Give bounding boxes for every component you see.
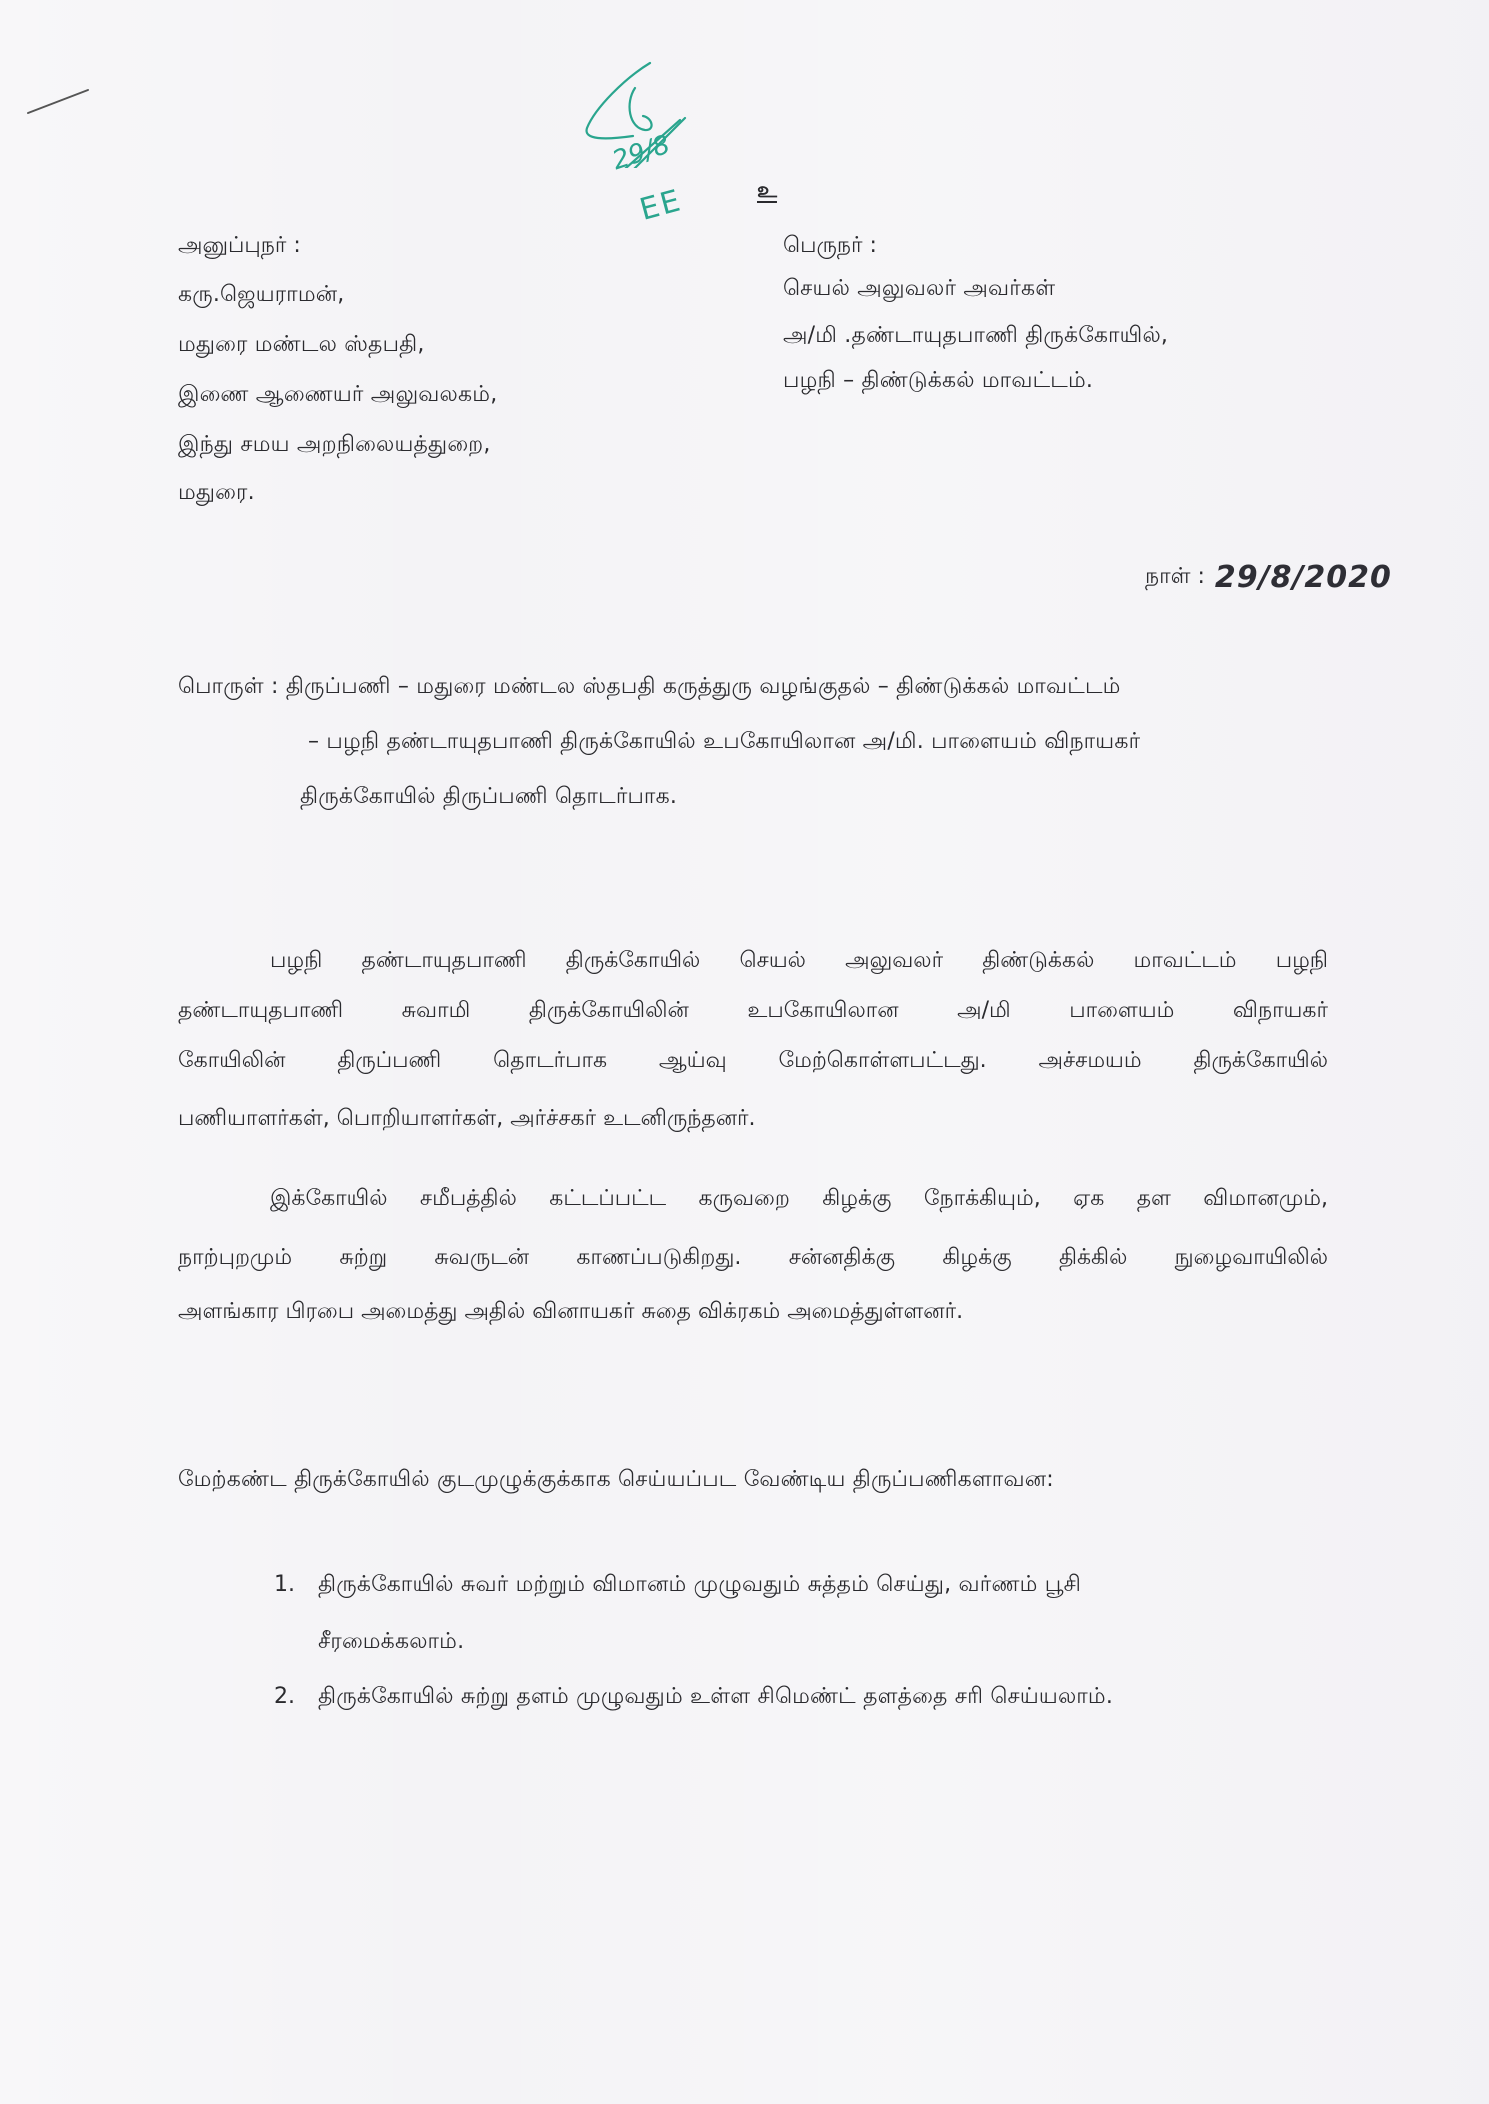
sender-line: மதுரை. xyxy=(178,480,255,505)
date-label: நாள் : xyxy=(1145,563,1205,589)
paragraph-line: அளங்கார பிரபை அமைத்து அதில் வினாயகர் சுதை விக்ரகம் அமைத்துள்ளனர். xyxy=(178,1299,964,1324)
header-mark: உ xyxy=(757,178,777,203)
list-item-number: 2. xyxy=(274,1684,295,1709)
recipient-line: பழநி – திண்டுக்கல் மாவட்டம். xyxy=(783,368,1094,393)
handwritten-date-note: 29/8 xyxy=(608,129,674,177)
paragraph-line: பழநி தண்டாயுதபாணி திருக்கோயில் செயல் அலுவலர் திண்டுக்கல் மாவட்டம் பழநி xyxy=(270,948,1328,973)
sender-label: அனுப்புநர் : xyxy=(178,233,301,258)
date-row xyxy=(1145,560,1392,595)
recipient-line: அ/மி .தண்டாயுதபாணி திருக்கோயில், xyxy=(783,323,1169,348)
list-item-text: திருக்கோயில் சுவர் மற்றும் விமானம் முழுவதும் சுத்தம் செய்து, வர்ணம் பூசி xyxy=(318,1572,1081,1597)
paragraph-line: தண்டாயுதபாணி சுவாமி திருக்கோயிலின் உபகோயிலான அ/மி பாளையம் விநாயகர் xyxy=(178,998,1328,1023)
sender-line: இணை ஆணையர் அலுவலகம், xyxy=(178,382,498,407)
list-intro: மேற்கண்ட திருக்கோயில் குடமுழுக்குக்காக செய்யப்பட வேண்டிய திருப்பணிகளாவன: xyxy=(178,1467,1054,1492)
recipient-label: பெருநர் : xyxy=(783,233,877,258)
subject-line: திருக்கோயில் திருப்பணி தொடர்பாக. xyxy=(300,784,678,809)
recipient-line: செயல் அலுவலர் அவர்கள் xyxy=(783,276,1056,301)
pencil-mark-icon xyxy=(18,80,98,125)
handwritten-dept-note: EE xyxy=(636,183,686,228)
subject-line: – பழநி தண்டாயுதபாணி திருக்கோயில் உபகோயிலான அ/மி. பாளையம் விநாயகர் xyxy=(308,729,1141,754)
paragraph-line: நாற்புறமும் சுற்று சுவருடன் காணப்படுகிறது. சன்னதிக்கு கிழக்கு திக்கில் நுழைவாயிலில் xyxy=(178,1245,1328,1270)
sender-line: இந்து சமய அறநிலையத்துறை, xyxy=(178,432,491,457)
list-item-number: 1. xyxy=(274,1572,295,1597)
list-item-text: சீரமைக்கலாம். xyxy=(318,1629,465,1654)
subject-line: பொருள் : திருப்பணி – மதுரை மண்டல ஸ்தபதி கருத்துரு வழங்குதல் – திண்டுக்கல் மாவட்டம் xyxy=(178,674,1121,699)
paragraph-line: கோயிலின் திருப்பணி தொடர்பாக ஆய்வு மேற்கொள்ளபட்டது. அச்சமயம் திருக்கோயில் xyxy=(178,1048,1328,1073)
sender-line: மதுரை மண்டல ஸ்தபதி, xyxy=(178,332,425,357)
sender-line: கரு.ஜெயராமன், xyxy=(178,282,345,307)
date-value: 29/8/2020 xyxy=(1214,560,1392,595)
paragraph-line: இக்கோயில் சமீபத்தில் கட்டப்பட்ட கருவறை கிழக்கு நோக்கியும், ஏக தள விமானமும், xyxy=(270,1186,1328,1211)
paragraph-line: பணியாளர்கள், பொறியாளர்கள், அர்ச்சகர் உடனிருந்தனர். xyxy=(178,1106,756,1131)
list-item-text: திருக்கோயில் சுற்று தளம் முழுவதும் உள்ள சிமெண்ட் தளத்தை சரி செய்யலாம். xyxy=(318,1684,1114,1709)
